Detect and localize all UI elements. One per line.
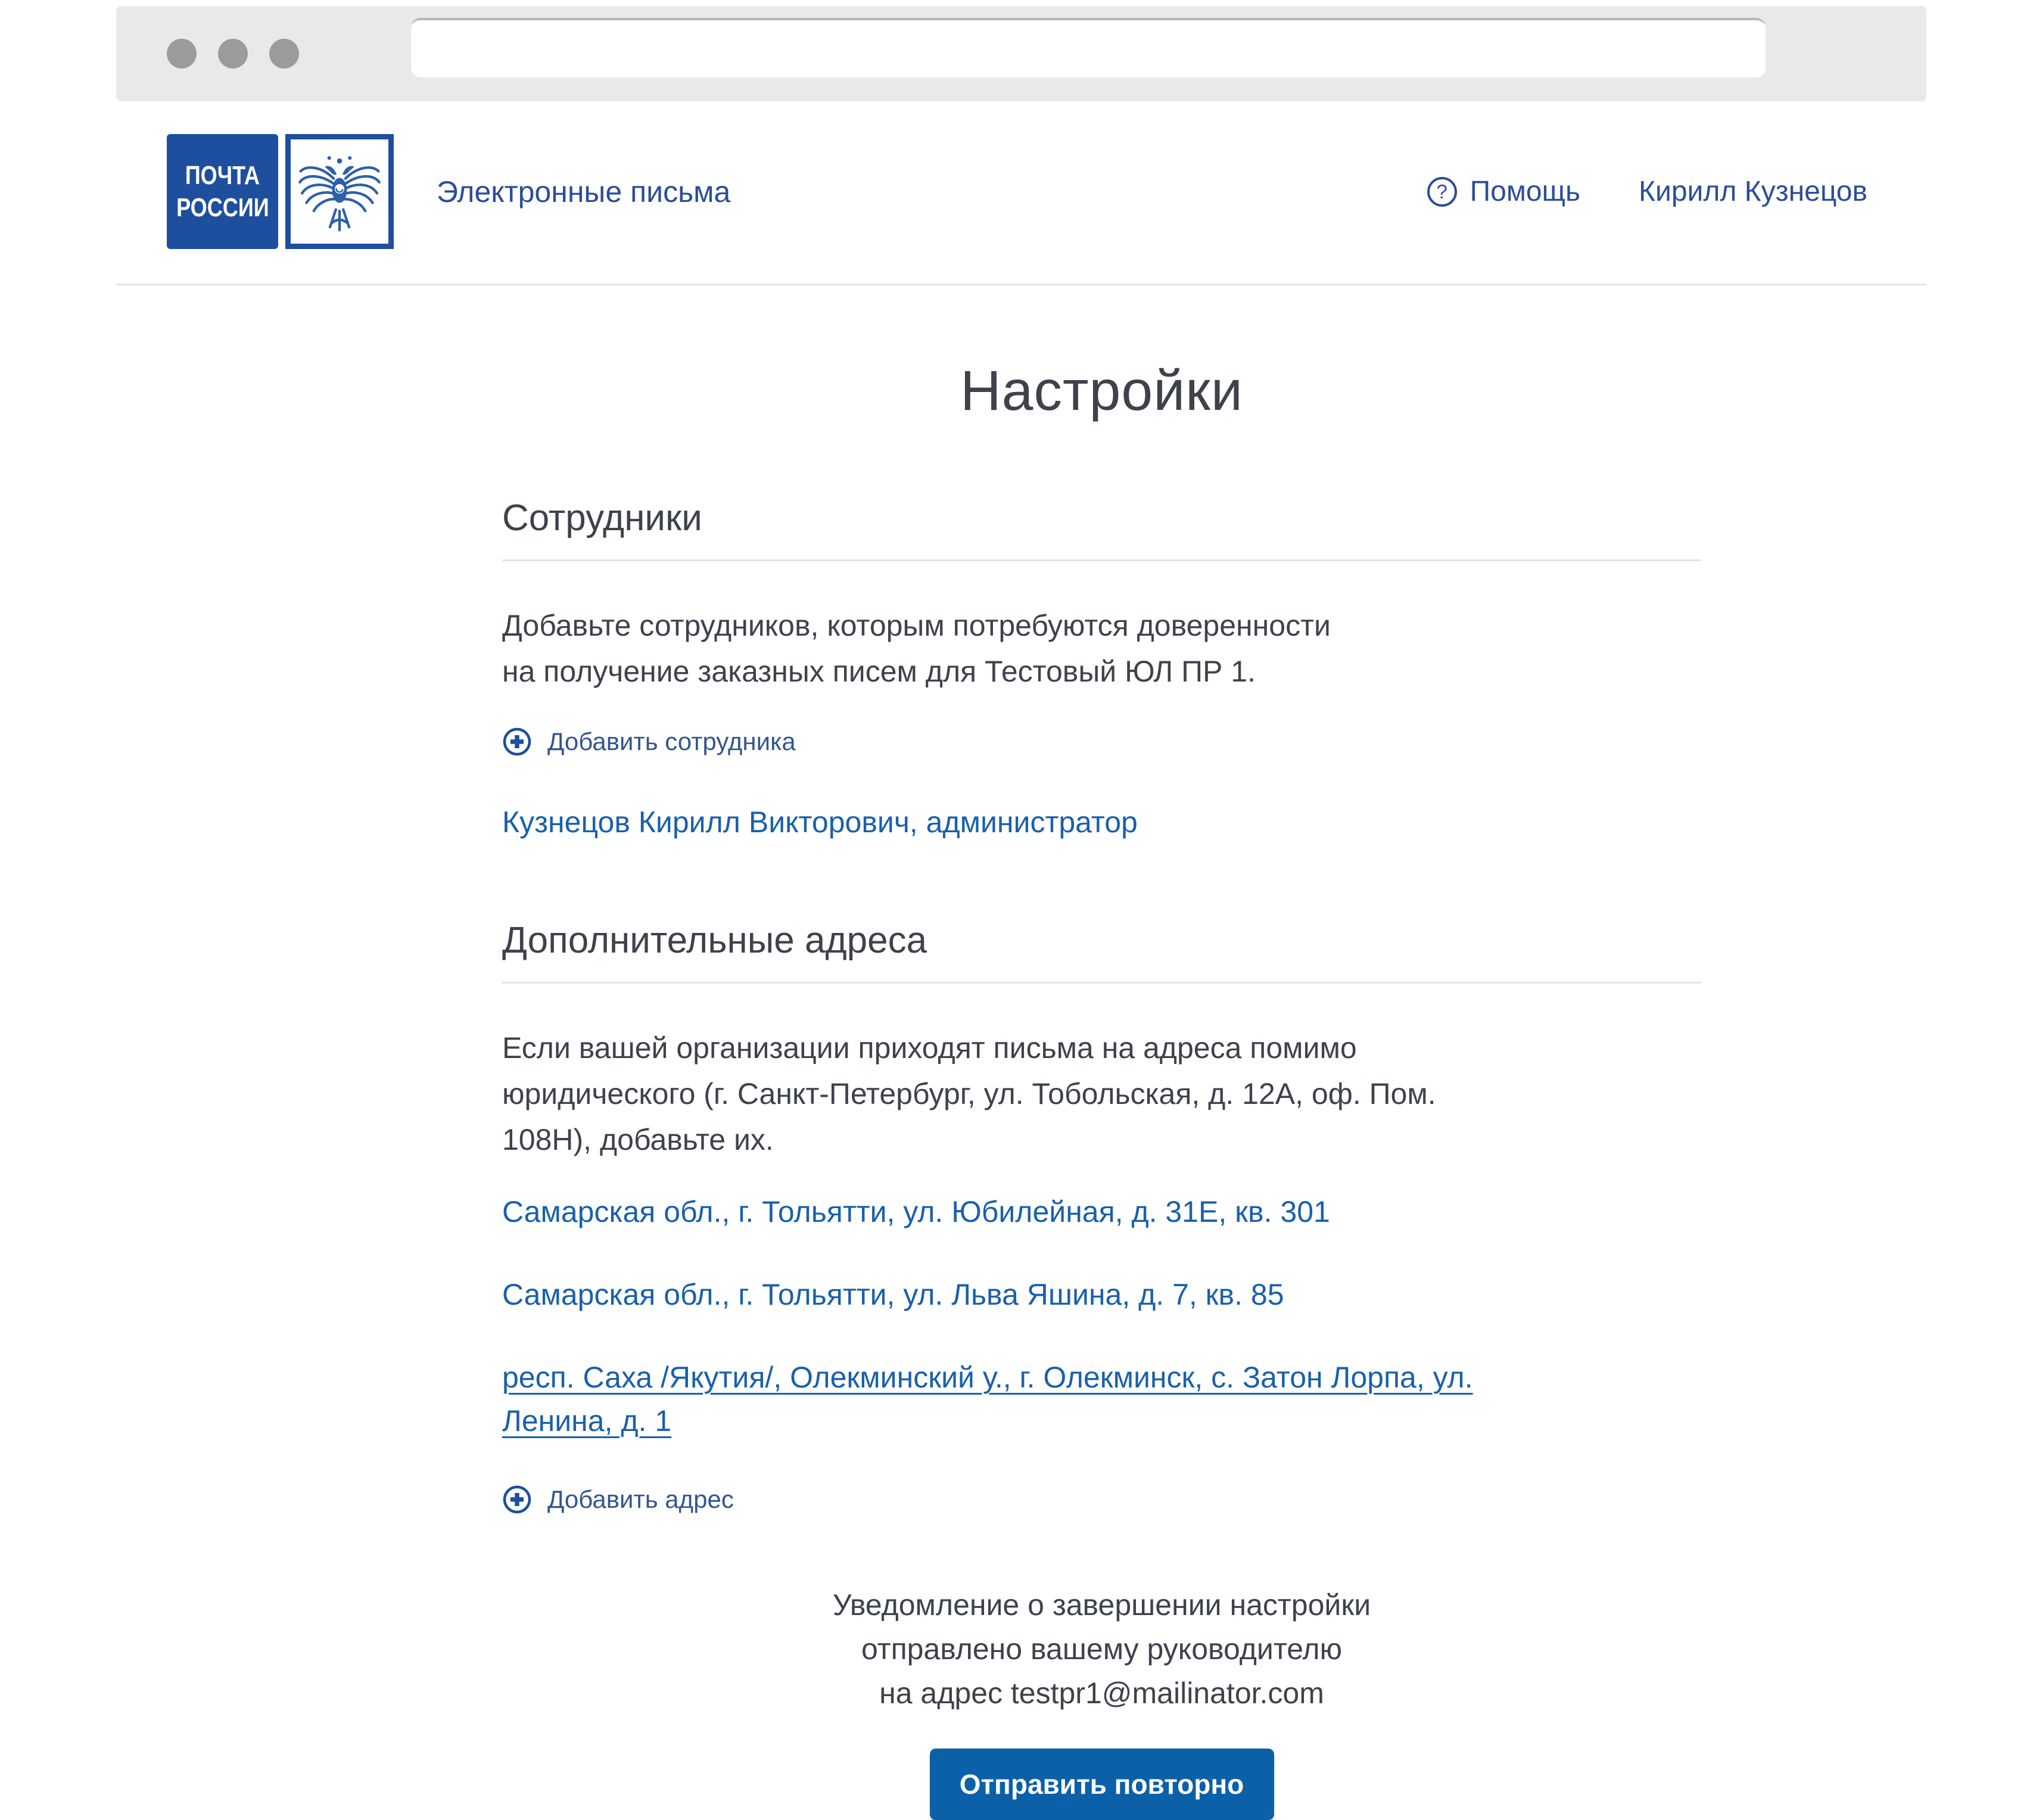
employees-description bbox=[502, 603, 1701, 695]
add-employee-label: Добавить сотрудника bbox=[547, 727, 796, 755]
notification-line: отправлено вашему руководителю bbox=[861, 1632, 1343, 1666]
address-link[interactable] bbox=[502, 1356, 1473, 1443]
site-header bbox=[167, 134, 1867, 249]
question-mark-icon: ? bbox=[1427, 177, 1457, 207]
addresses-description-line: 108Н), добавьте их. bbox=[502, 1123, 774, 1157]
window-controls bbox=[167, 39, 299, 69]
help-label: Помощь bbox=[1470, 176, 1581, 207]
employees-description-line: Добавьте сотрудников, которым потребуются доверенности bbox=[502, 608, 1331, 642]
employees-section bbox=[502, 497, 1701, 844]
header-divider bbox=[116, 284, 1926, 285]
page-title: Настройки bbox=[960, 359, 1243, 422]
browser-address-bar[interactable] bbox=[411, 18, 1766, 77]
resend-button[interactable]: Отправить повторно bbox=[930, 1749, 1274, 1820]
employee-link[interactable]: Кузнецов Кирилл Викторович, администратор bbox=[502, 805, 1138, 839]
employees-description-line: на получение заказных писем для Тестовый ЮЛ ПР 1. bbox=[502, 654, 1256, 688]
address-link[interactable] bbox=[502, 1190, 1330, 1234]
plus-circle-icon bbox=[502, 1485, 532, 1514]
addresses-description-line: юридического (г. Санкт-Петербург, ул. Тобольская, д. 12А, оф. Пом. bbox=[502, 1077, 1436, 1111]
pochta-wordmark bbox=[167, 134, 278, 249]
window-control-dot-icon bbox=[167, 39, 197, 69]
logo-line-1: ПОЧТА bbox=[185, 160, 260, 190]
window-control-dot-icon bbox=[269, 39, 299, 69]
address-line: Самарская обл., г. Тольятти, ул. Льва Яшина, д. 7, кв. 85 bbox=[502, 1278, 1284, 1312]
section-divider bbox=[502, 559, 1701, 561]
employees-heading: Сотрудники bbox=[502, 497, 702, 539]
addresses-description bbox=[502, 1025, 1701, 1163]
browser-chrome bbox=[116, 6, 1926, 101]
add-address-label: Добавить адрес bbox=[547, 1485, 734, 1514]
product-title-link[interactable]: Электронные письма bbox=[437, 175, 731, 209]
addresses-heading: Дополнительные адреса bbox=[502, 920, 927, 962]
user-account-link[interactable]: Кирилл Кузнецов bbox=[1639, 176, 1867, 207]
pochta-rossii-logo[interactable] bbox=[167, 134, 394, 249]
address-line: Ленина, д. 1 bbox=[502, 1404, 672, 1438]
add-employee-button[interactable] bbox=[502, 727, 796, 757]
add-address-button[interactable] bbox=[502, 1485, 734, 1514]
window-control-dot-icon bbox=[218, 39, 248, 69]
notification-line: на адрес testpr1@mailinator.com bbox=[879, 1676, 1324, 1710]
logo-line-2: РОССИИ bbox=[176, 192, 269, 222]
address-line: Самарская обл., г. Тольятти, ул. Юбилейная, д. 31Е, кв. 301 bbox=[502, 1195, 1330, 1229]
notification-text bbox=[502, 1583, 1701, 1715]
address-line: респ. Саха /Якутия/, Олекминский у., г. Олекминск, с. Затон Лорпа, ул. bbox=[502, 1361, 1473, 1395]
addresses-description-line: Если вашей организации приходят письма на адреса помимо bbox=[502, 1031, 1357, 1065]
section-divider bbox=[502, 982, 1701, 984]
double-headed-eagle-icon bbox=[285, 134, 394, 249]
address-link[interactable] bbox=[502, 1273, 1284, 1317]
notification-line: Уведомление о завершении настройки bbox=[832, 1588, 1371, 1622]
addresses-section bbox=[502, 922, 1701, 1514]
plus-circle-icon bbox=[502, 727, 532, 757]
settings-page bbox=[502, 359, 1701, 1820]
header-nav bbox=[1427, 175, 1867, 208]
help-link[interactable] bbox=[1427, 175, 1580, 208]
